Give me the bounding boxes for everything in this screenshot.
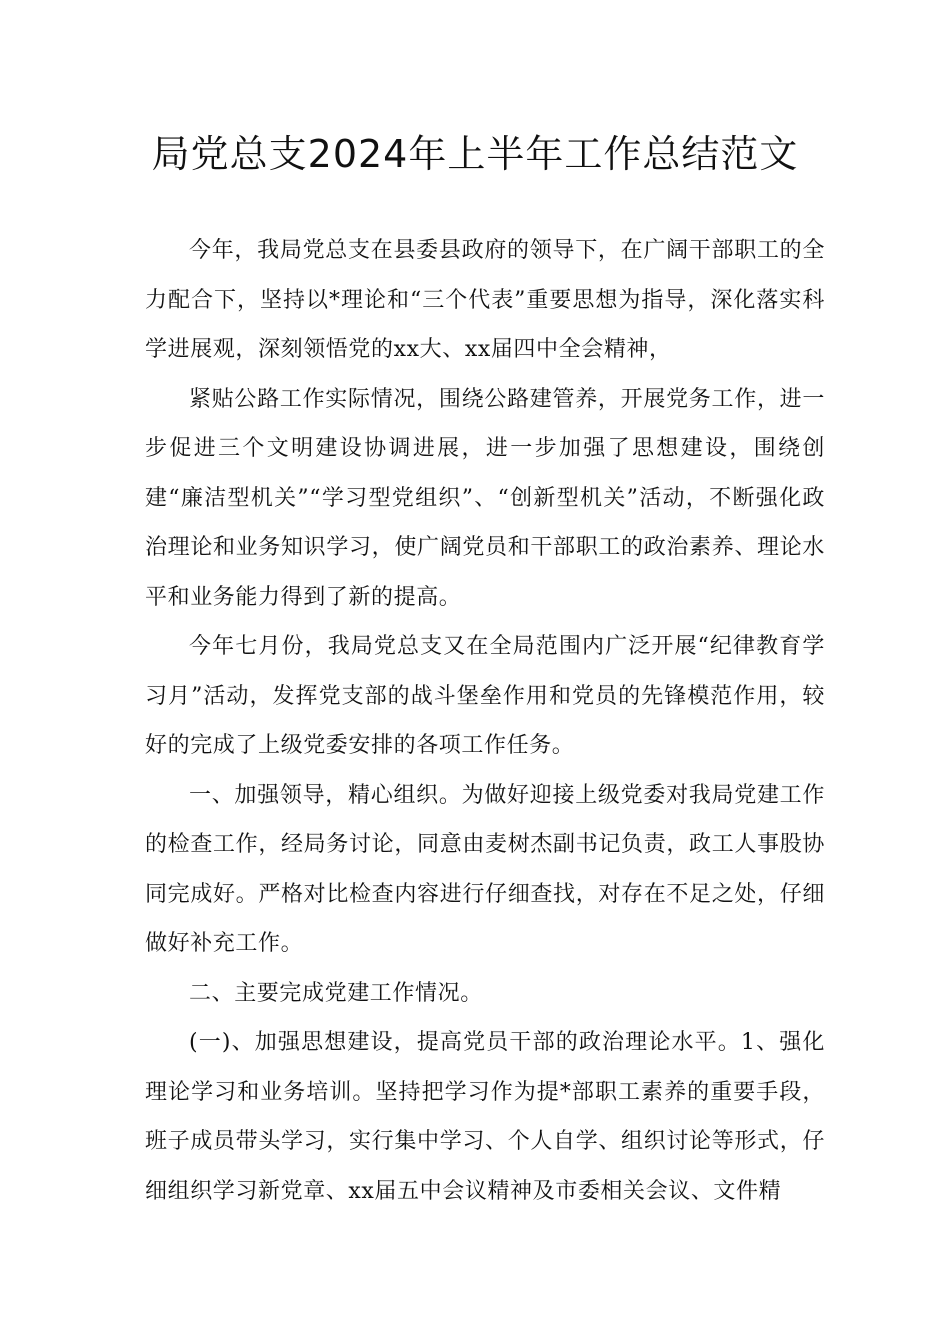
paragraph-leadership: 一、加强领导，精心组织。为做好迎接上级党委对我局党建工作的检查工作，经局务讨论，同意由麦树杰副书记负责，政工人事股协同完成好。严格对比检查内容进行仔细查找，对存在不足之处，仔细做好补充工作。 xyxy=(145,782,825,956)
paragraph-intro: 今年，我局党总支在县委县政府的领导下，在广阔干部职工的全力配合下，坚持以*理论和“三个代表”重要思想为指导，深化落实科学进展观，深刻领悟党的xx大、xx届四中全会精神， xyxy=(145,238,825,362)
paragraph-discipline-month: 今年七月份，我局党总支又在全局范围内广泛开展“纪律教育学习月”活动，发挥党支部的战斗堡垒作用和党员的先锋模范作用，较好的完成了上级党委安排的各项工作任务。 xyxy=(145,634,825,758)
document-body xyxy=(145,226,825,1216)
paragraph-ideological-building: (一)、加强思想建设，提高党员干部的政治理论水平。1、强化理论学习和业务培训。坚持把学习作为提*部职工素养的重要手段，班子成员带头学习，实行集中学习、个人自学、组织讨论等形式，仔细组织学习新党章、xx届五中会议精神及市委相关会议、文件精 xyxy=(145,1030,825,1204)
document-title: 局党总支2024年上半年工作总结范文 xyxy=(151,132,799,176)
paragraph-section-heading: 二、主要完成党建工作情况。 xyxy=(189,980,483,1006)
paragraph-work-focus: 紧贴公路工作实际情况，围绕公路建管养，开展党务工作，进一步促进三个文明建设协调进展，进一步加强了思想建设，围绕创建“廉洁型机关”“学习型党组织”、“创新型机关”活动，不断强化政治理论和业务知识学习，使广阔党员和干部职工的政治素养、理论水平和业务能力得到了新的提高。 xyxy=(145,386,825,610)
